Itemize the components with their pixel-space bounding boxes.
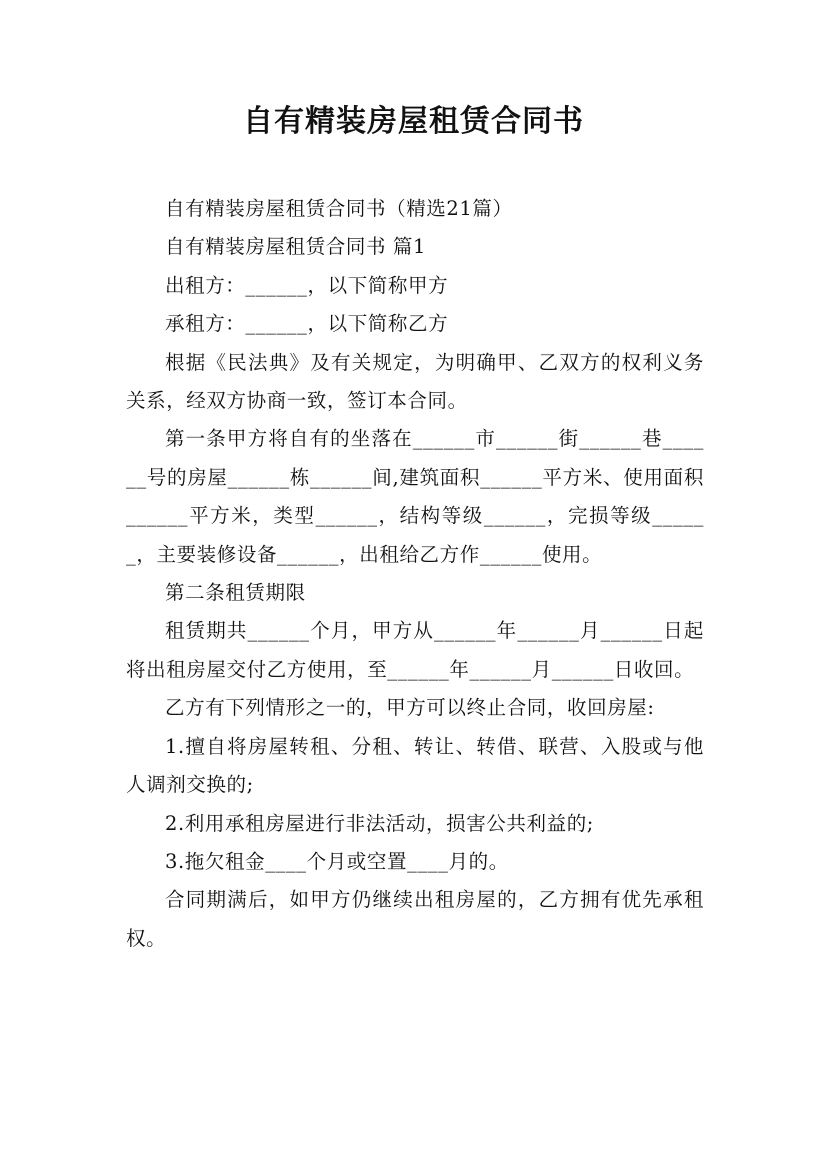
section-heading: 自有精装房屋租赁合同书 篇1	[165, 235, 427, 259]
lessee-line: 承租方：______，以下简称乙方	[165, 312, 449, 336]
preamble-paragraph: 根据《民法典》及有关规定，为明确甲、乙双方的权利义务关系，经双方协商一致，签订本合同。	[126, 350, 704, 413]
lessor-line: 出租方：______，以下简称甲方	[165, 273, 449, 297]
document-title: 自有精装房屋租赁合同书	[243, 104, 584, 139]
renewal-priority-paragraph: 合同期满后，如甲方仍继续出租房屋的，乙方拥有优先承租权。	[126, 888, 704, 950]
article-one-paragraph: 第一条甲方将自有的坐落在______市______街______巷______号的房屋______栋______间,建筑面积______平方米、使用面积______平方米，类型______，结构等级______，完损等级______，主要装修设备______，出租给乙方作______使用。	[126, 427, 704, 566]
termination-intro-paragraph: 乙方有下列情形之一的，甲方可以终止合同，收回房屋:	[165, 696, 655, 720]
subtitle-paragraph: 自有精装房屋租赁合同书（精选21篇）	[165, 197, 513, 220]
document-body	[126, 190, 704, 958]
termination-item-1: 1.擅自将房屋转租、分租、转让、转借、联营、入股或与他人调剂交换的;	[126, 734, 704, 797]
termination-item-2: 2.利用承租房屋进行非法活动，损害公共利益的;	[165, 811, 594, 835]
article-two-heading: 第二条租赁期限	[165, 581, 306, 605]
termination-item-3: 3.拖欠租金____个月或空置____月的。	[165, 849, 509, 873]
lease-term-paragraph: 租赁期共______个月，甲方从______年______月______日起将出租房屋交付乙方使用，至______年______月______日收回。	[126, 619, 704, 681]
